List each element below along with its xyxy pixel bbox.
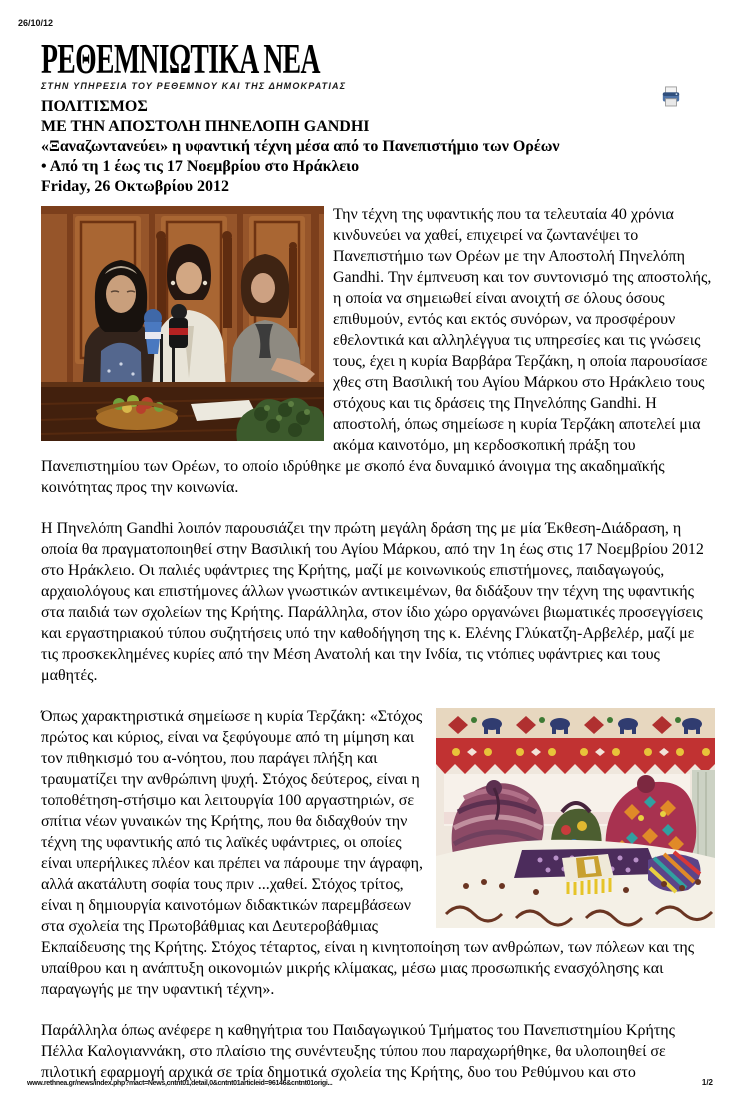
paragraph-4-text: Παράλληλα όπως ανέφερε η καθηγήτρια του Παιδαγωγικού Τμήματος του Πανεπιστημίου Κρήτης Πέλλα Καλογιαννάκη, στο πλαίσιο της συνέντευξης τύπου που παραχωρήθηκε, θα υλοποιηθεί σε πιλοτική εφαρμογή αρχικά σε τρία δημοτικά σχολεία της Κρήτης, δυο του Ρεθύμνου και στο — [41, 1022, 675, 1081]
footer-url: www.rethnea.gr/news/index.php?mact=News,cntnt01,detail,0&cntnt01articleid=96146&cntnt01origi... — [27, 1080, 333, 1087]
article-dateline: Friday, 26 Οκτωβρίου 2012 — [41, 178, 229, 195]
paragraph-2 — [41, 518, 715, 686]
press-conference-photo — [41, 206, 324, 441]
article-subhead: • Από τη 1 έως τις 17 Νοεμβρίου στο Ηράκλειο — [41, 158, 360, 175]
paragraph-3-text: Όπως χαρακτηριστικά σημείωσε η κυρία Τερζάκη: «Στόχος πρώτος και κύριος, είναι να ξεφύγουμε από τη μίμηση και τον πιθηκισμό του α-νόητου, που παράγει πλήξη και τραυματίζει την ανθρώπινη ψυχή. Στόχος δεύτερος, είναι η τοποθέτηση-στήσιμο και λειτουργία 100 αργαστηριών, σε σπίτια νέων γυναικών της Κρήτης, που θα διδαχθούν την τέχνη της υφαντικής από τις λαϊκές υφάντριες, οι οποίες είναι υπερήλικες πλέον και πρέπει να πάρουμε την άγραφη, αλλά ακατάλυτη σοφία τους πριν ...χαθεί. Στόχος τρίτος, είναι η δημιουργία καινοτόμων διδακτικών παρεμβάσεων στα σχολεία της Πρωτοβάθμιας και Δευτεροβάθμιας Εκπαίδευσης της Κρήτης. Στόχος τέταρτος, είναι η κινητοποίηση των ανθρώπων, των πόλεων και της υπαίθρου και η ανάπτυξη οικονομιών μικρής κλίμακας, μέσω μιας προσωπικής ενασχόλησης και παραγωγής με την υφαντική τέχνη». — [41, 708, 695, 998]
article-header — [41, 97, 715, 197]
diamond-pouch — [648, 852, 700, 892]
article-kicker: ΜΕ ΤΗΝ ΑΠΟΣΤΟΛΗ ΠΗΝΕΛΟΠΗ GANDHI — [41, 118, 370, 135]
printer-icon-glyph — [661, 86, 681, 108]
paragraph-1 — [41, 204, 715, 498]
press-conference-photo-art — [41, 206, 324, 441]
article-body — [41, 204, 715, 1083]
printer-icon[interactable] — [661, 86, 681, 108]
newspaper-tagline: ΣΤΗΝ ΥΠΗΡΕΣΙΑ ΤΟΥ ΡΕΘΕΜΝΟΥ ΚΑΙ ΤΗΣ ΔΗΜΟΚΡΑΤΙΑΣ — [41, 81, 347, 91]
paragraph-1-text: Την τέχνη της υφαντικής που τα τελευταία 40 χρόνια κινδυνεύει να χαθεί, επιχειρεί να ζωντανέψει το Πανεπιστήμιο των Ορέων με την Αποστολή Πηνελόπη Gandhi. Την έμπνευση και τον συντονισμό της αποστολής, η οποία να σημειωθεί είναι ανοιχτή σε όλους όσους επιθυμούν, εντός και εκτός συνόρων, να προσφέρουν εθελοντικά και αλληλέγγυα τις υπηρεσίες και τις γνώσεις τους, έχει η κυρία Βαρβάρα Τερζάκη, η οποία παρουσίασε χθες στη Βασιλική του Αγίου Μάρκου στο Ηράκλειο τους στόχους και τις δράσεις της Πηνελόπης Gandhi. Η αποστολή, όπως σημείωσε η κυρία Τερζάκη αποτελεί μια ακόμα καινοτόμο, μη κερδοσκοπική πράξη του Πανεπιστημίου των Ορέων, το οποίο ιδρύθηκε με σκοπό ένα δυναμικό άνοιγμα της ακαδημαϊκής κοινότητας προς την κοινωνία. — [41, 206, 712, 496]
newspaper-masthead — [41, 37, 715, 91]
paragraph-4 — [41, 1020, 715, 1083]
print-footer — [27, 1078, 713, 1087]
textile-exhibition-photo-art — [436, 708, 715, 928]
textile-exhibition-photo — [436, 708, 715, 928]
paragraph-2-text: Η Πηνελόπη Gandhi λοιπόν παρουσιάζει την πρώτη μεγάλη δράση της με μία Έκθεση-Διάδραση, η οποία θα πραγματοποιηθεί στην Βασιλική του Αγίου Μάρκου, από την 1η έως στις 17 Νοεμβρίου 2012 στο Ηράκλειο. Οι παλιές υφάντριες της Κρήτης, μαζί με κοινωνικούς επιστήμονες, παιδαγωγούς, αρχαιολόγους και επιστήμονες άλλων γνωστικών αντικειμένων, θα διδάξουν την τέχνη της υφαντικής στα παιδιά των σχολείων της Κρήτης. Παράλληλα, στον ίδιο χώρο οργανώνει βιωματικές προσεγγίσεις και εργαστηριακού τύπου συζητήσεις υπό την καθοδήγηση της κ. Ελένης Γλύκατζη-Αρβελέρ, μαζί με τις προσκεκλημένες κυρίες από την Μέση Ανατολή και την Ινδία, τις ντόπιες υφάντριες και τους μαθητές. — [41, 520, 704, 684]
print-date: 26/10/12 — [18, 18, 54, 28]
newspaper-title: ΡΕΘΕΜΝΙΩΤΙΚΑ ΝΕΑ — [41, 37, 320, 83]
article-headline: «Ξαναζωντανεύει» η υφαντική τέχνη μέσα από το Πανεπιστήμιο των Ορέων — [41, 138, 560, 155]
section-label: ΠΟΛΙΤΙΣΜΟΣ — [41, 98, 148, 115]
paragraph-3 — [41, 706, 715, 1000]
page-indicator: 1/2 — [701, 1078, 713, 1087]
